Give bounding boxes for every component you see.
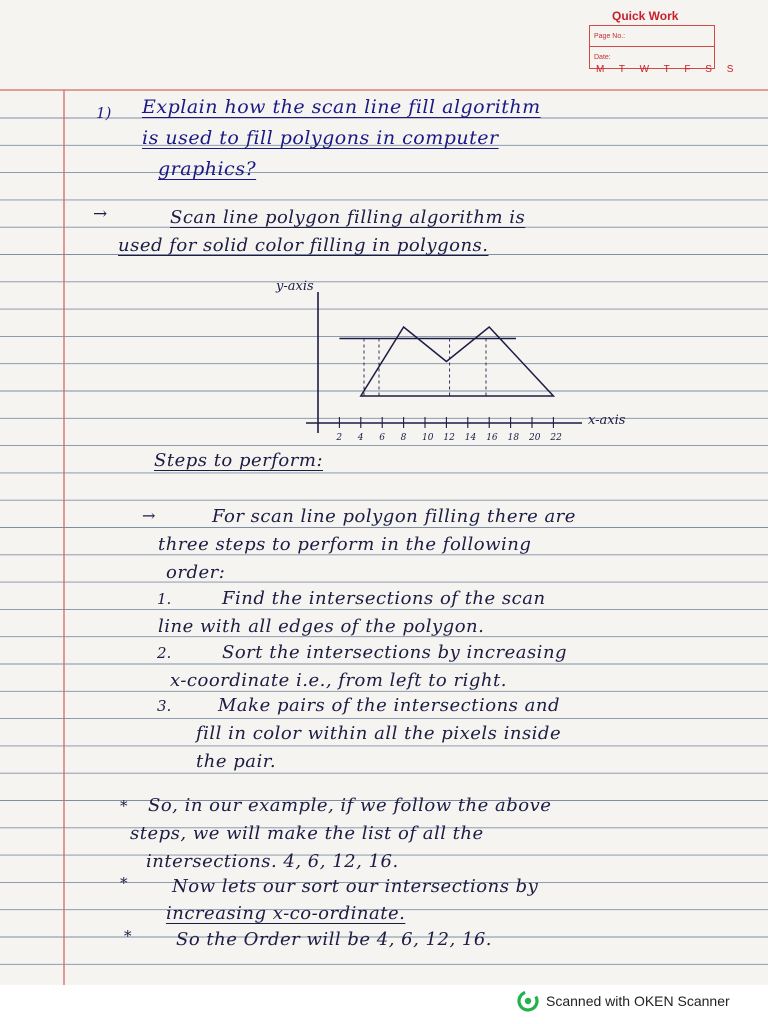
x-tick-label: 2 [336,433,343,443]
note-1-line-2: steps, we will make the list of all the [130,823,484,844]
oken-scanner-logo-icon [517,990,539,1012]
x-tick-label: 16 [486,433,498,443]
note-2-line-2: increasing x-co-ordinate. [166,903,406,924]
x-tick-label: 18 [507,433,520,443]
note-3-line-1: So the Order will be 4, 6, 12, 16. [176,929,493,950]
scanner-text: Scanned with OKEN Scanner [546,993,730,1009]
x-tick-label: 4 [357,433,364,443]
weekday-strip: M T W T F S S [596,64,740,75]
answer-intro-line-1: Scan line polygon filling algorithm is [170,207,526,228]
answer-intro-line-2: used for solid color filling in polygons. [118,235,489,256]
x-tick-label: 20 [529,433,541,443]
step-2-line-1: Sort the intersections by increasing [222,642,568,663]
note-1-line-1: So, in our example, if we follow the above [148,795,552,816]
x-tick-label: 14 [464,433,477,443]
note-1-marker: * [120,797,128,815]
x-tick-label: 10 [422,433,434,443]
steps-intro-line-1: For scan line polygon filling there are [212,506,576,527]
x-tick-label: 22 [550,433,562,443]
step-3-line-2: fill in color within all the pixels inside [196,723,562,744]
step-1-line-2: line with all edges of the polygon. [158,616,485,637]
x-tick-label: 8 [400,433,407,443]
brand-logo: Quick Work [612,9,679,23]
note-2-marker: * [120,874,128,892]
steps-intro-line-2: three steps to perform in the following [158,534,532,555]
step-2-line-2: x-coordinate i.e., from left to right. [170,670,507,691]
note-1-line-3: intersections. 4, 6, 12, 16. [146,851,399,872]
answer-arrow: → [93,204,108,224]
step-1-number: 1. [157,590,172,608]
step-1-line-1: Find the intersections of the scan [222,588,546,609]
x-axis-label: x-axis [588,413,626,428]
y-axis-label: y-axis [276,279,314,294]
question-number: 1) [96,104,112,122]
step-3-number: 3. [157,697,172,715]
step-2-number: 2. [157,644,172,662]
steps-heading: Steps to perform: [154,450,324,471]
question-line-1: Explain how the scan line fill algorithm [142,96,541,118]
step-3-line-1: Make pairs of the intersections and [218,695,560,716]
steps-intro-line-3: order: [166,562,226,583]
scanner-watermark [517,990,730,1012]
note-3-marker: * [124,927,132,945]
page-no-field: Page No.: [590,26,714,47]
steps-marker: → [142,506,156,525]
x-tick-label: 6 [379,433,385,443]
date-field: Date: [594,54,611,61]
step-3-line-3: the pair. [196,751,277,772]
polygon-shape [361,327,554,396]
question-line-3: graphics? [158,158,257,180]
x-tick-label: 12 [443,433,455,443]
note-2-line-1: Now lets our sort our intersections by [172,876,539,897]
question-line-2: is used to fill polygons in computer [142,127,499,149]
